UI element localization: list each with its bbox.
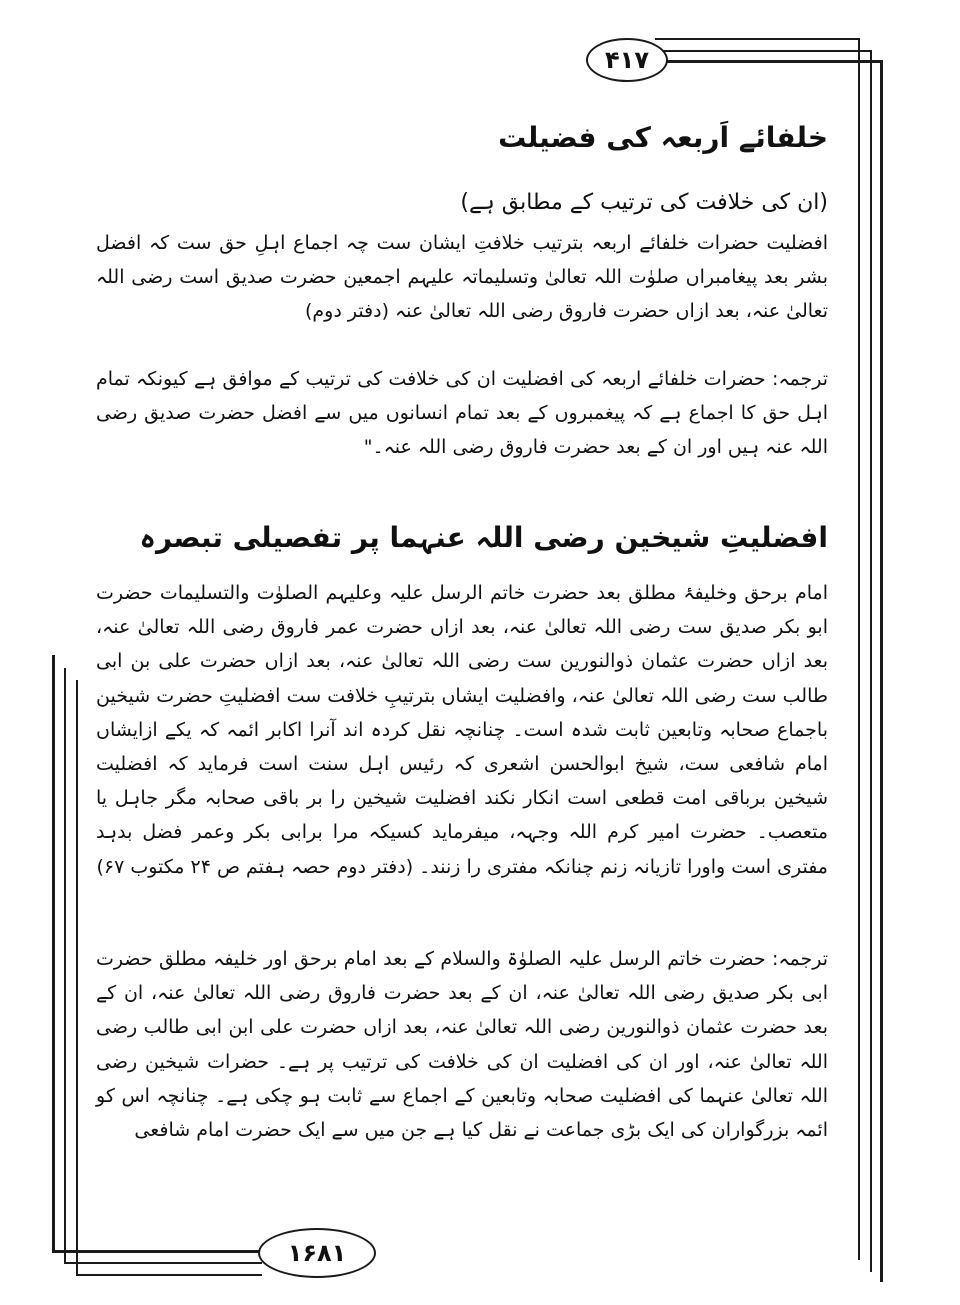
frame-left-outer (52, 655, 55, 1250)
section1-heading: خلفائے اَربعہ کی فضیلت (498, 121, 828, 154)
section1-translation: ترجمہ: حضرات خلفائے اربعہ کی افضلیت ان کی خلافت کی ترتیب کے موافق ہے کیونکہ تمام اہل حق کا اجماع ہے کہ پیغمبروں کے بعد تمام انسانوں میں سے افضل حضرت صدیق رضی اللہ عنہ ہیں اور ان کے بعد حضرت فاروق رضی اللہ عنہ۔" (96, 368, 828, 459)
frame-bottom-middle (64, 1262, 262, 1264)
frame-bottom-inner (76, 1274, 262, 1276)
frame-top-middle (655, 50, 872, 52)
frame-right-middle (870, 50, 872, 1272)
frame-right-outer (880, 60, 883, 1282)
frame-top-outer (655, 60, 883, 63)
section2-heading: افضلیتِ شیخین رضی اللہ عنہما پر تفصیلی تبصرہ (139, 521, 828, 554)
top-page-number: ۴۱۷ (586, 38, 668, 82)
frame-right-inner (858, 38, 860, 1260)
frame-left-inner (76, 680, 78, 1274)
section1-subheading: (ان کی خلافت کی ترتیب کے مطابق ہے) (460, 190, 828, 215)
frame-bottom-outer (52, 1250, 262, 1253)
frame-left-middle (64, 668, 66, 1262)
section1-quote: افضلیت حضرات خلفائے اربعہ بترتیب خلافتِ ایشان ست چہ اجماع اہلِ حق ست کہ افضل بشر بعد پیغامبراں صلوٰت اللہ تعالیٰ وتسلیماتہ علیہم اجمعین حضرت صدیق است رضی اللہ تعالیٰ عنہ، بعد ازاں حضرت فاروق رضی اللہ تعالیٰ عنہ (دفتر دوم) (96, 232, 828, 323)
frame-top-inner (655, 38, 860, 40)
section2-translation: ترجمہ: حضرت خاتم الرسل علیہ الصلوٰۃ والسلام کے بعد امام برحق اور خلیفہ مطلق حضرت ابی بکر صدیق رضی اللہ تعالیٰ عنہ، ان کے بعد حضرت فاروق رضی اللہ تعالیٰ عنہ، ان کے بعد حضرت عثمان ذوالنورین رضی اللہ تعالیٰ عنہ، بعد ازاں حضرت علی ابن ابی طالب رضی اللہ تعالیٰ عنہ، اور ان کی افضلیت ان کی خلافت کی ترتیب پر ہے۔ حضرات شیخین رضی اللہ تعالیٰ عنہما کی افضلیت صحابہ وتابعین کے اجماع سے ثابت ہو چکی ہے۔ چنانچہ اس کو ائمہ بزرگواران کی ایک بڑی جماعت نے نقل کیا ہے جن میں سے ایک حضرت امام شافعی (96, 948, 828, 1142)
bottom-page-number: ۱۶۸۱ (258, 1228, 376, 1278)
section2-quote: امام برحق وخلیفۂ مطلق بعد حضرت خاتم الرسل علیہ وعلیہم الصلوٰت والتسلیمات حضرت ابو بکر صدیق ست رضی اللہ تعالیٰ عنہ، بعد ازاں حضرت عمر فاروق رضی اللہ تعالیٰ عنہ، بعد ازاں حضرت عثمان ذوالنورین ست رضی اللہ تعالیٰ عنہ، بعد ازاں حضرت علی بن ابی طالب ست رضی اللہ تعالیٰ عنہ، وافضلیت ایشاں بترتیبِ خلافت ست افضلیتِ حضرت شیخین باجماع صحابہ وتابعین ثابت شدہ است۔ چنانچہ نقل کردہ اند آنرا اکابر ائمہ کہ یکے ازایشاں امام شافعی ست، شیخ ابوالحسن اشعری کہ رئیس اہل سنت است فرماید کہ افضلیت شیخین برباقی امت قطعی است انکار نکند افضلیت شیخین را بر باقی صحابہ مگر جاہل یا متعصب۔ حضرت امیر کرم اللہ وجہہ، میفرماید کسیکہ مرا برابی بکر وعمر فضل بدہد مفتری است واورا تازیانہ زنم چنانکہ مفتری را زنند۔ (دفتر دوم حصہ ہفتم ص ۲۴ مکتوب ۶۷) (96, 582, 828, 878)
